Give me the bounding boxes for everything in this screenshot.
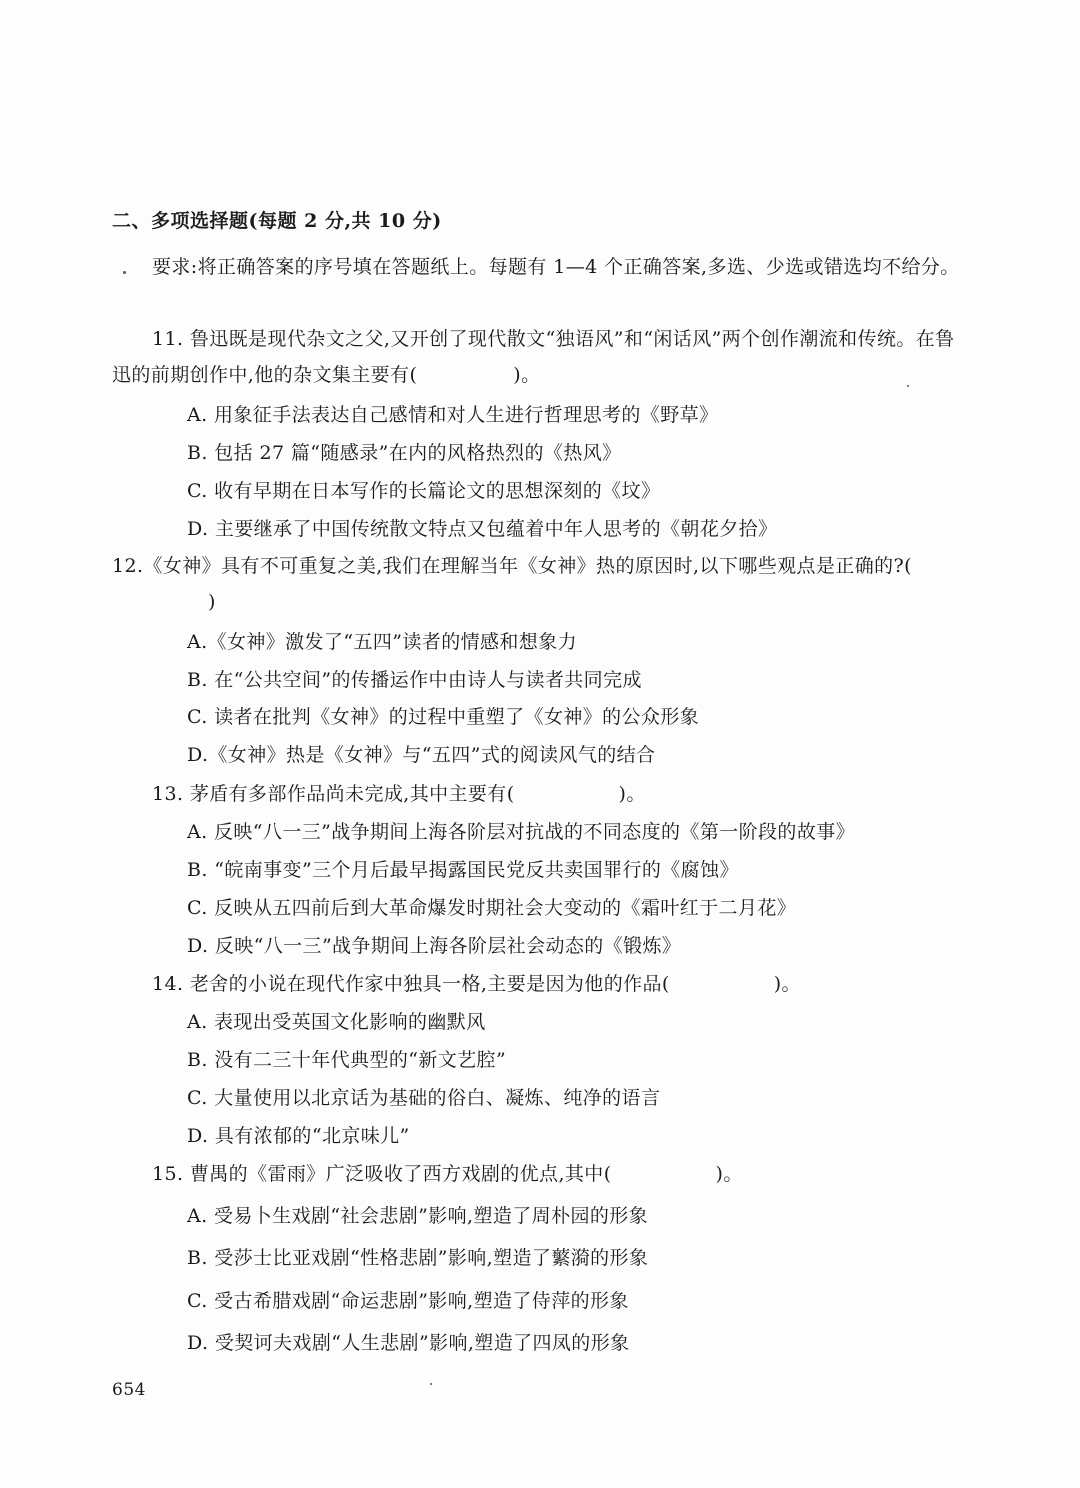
question-14-option-d: D. 具有浓郁的“北京味儿” <box>187 1125 410 1147</box>
question-15-stem <box>152 1156 962 1192</box>
question-15-option-b: B. 受莎士比亚戏剧“性格悲剧”影响,塑造了蘩漪的形象 <box>187 1247 649 1269</box>
question-13-option-b: B. “皖南事变”三个月后最早揭露国民党反共卖国罪行的《腐蚀》 <box>187 859 739 881</box>
question-15-option-a: A. 受易卜生戏剧“社会悲剧”影响,塑造了周朴园的形象 <box>187 1205 649 1227</box>
question-stem-end: )。 <box>618 783 646 805</box>
question-13-option-a: A. 反映“八一三”战争期间上海各阶层对抗战的不同态度的《第一阶段的故事》 <box>187 821 856 843</box>
requirement-text: 要求:将正确答案的序号填在答题纸上。每题有 1—4 个正确答案,多选、少选或错选均不给分。 <box>152 256 960 278</box>
question-stem-text: 13. 茅盾有多部作品尚未完成,其中主要有( <box>152 783 515 805</box>
question-11-stem <box>112 321 962 393</box>
question-14-stem <box>152 966 962 1002</box>
question-13-option-c: C. 反映从五四前后到大革命爆发时期社会大变动的《霜叶红于二月花》 <box>187 897 797 919</box>
question-stem-text: 12.《女神》具有不可重复之美,我们在理解当年《女神》热的原因时,以下哪些观点是正确的?( <box>112 555 912 577</box>
page-number: 654 <box>112 1380 146 1400</box>
question-stem-text: 14. 老舍的小说在现代作家中独具一格,主要是因为他的作品( <box>152 973 670 995</box>
question-stem-text: 11. 鲁迅既是现代杂文之父,又开创了现代散文“独语风”和“闲话风”两个创作潮流和传统。在鲁迅的前期创作中,他的杂文集主要有( <box>112 328 955 386</box>
question-stem-text: 15. 曹禺的《雷雨》广泛吸收了西方戏剧的优点,其中( <box>152 1163 612 1185</box>
question-stem-end: )。 <box>513 364 541 386</box>
question-11-option-b: B. 包括 27 篇“随感录”在内的风格热烈的《热风》 <box>187 442 622 464</box>
question-12-option-b: B. 在“公共空间”的传播运作中由诗人与读者共同完成 <box>187 669 642 691</box>
question-14-option-a: A. 表现出受英国文化影响的幽默风 <box>187 1011 486 1033</box>
question-11-option-d: D. 主要继承了中国传统散文特点又包蕴着中年人思考的《朝花夕拾》 <box>187 518 778 540</box>
question-11-option-c: C. 收有早期在日本写作的长篇论文的思想深刻的《坟》 <box>187 480 661 502</box>
section-title: 二、多项选择题(每题 2 分,共 10 分) <box>112 210 442 232</box>
question-14-option-b: B. 没有二三十年代典型的“新文艺腔” <box>187 1049 507 1071</box>
question-stem-end: )。 <box>773 973 801 995</box>
question-14-option-c: C. 大量使用以北京话为基础的俗白、凝炼、纯净的语言 <box>187 1087 661 1109</box>
question-13-option-d: D. 反映“八一三”战争期间上海各阶层社会动态的《锻炼》 <box>187 935 682 957</box>
question-11-option-a: A. 用象征手法表达自己感情和对人生进行哲理思考的《野草》 <box>187 404 719 426</box>
question-13-stem <box>152 776 962 812</box>
scan-speck <box>430 1383 432 1385</box>
question-12-option-c: C. 读者在批判《女神》的过程中重塑了《女神》的公众形象 <box>187 706 700 728</box>
question-stem-end: )。 <box>715 1163 743 1185</box>
question-12-option-d: D.《女神》热是《女神》与“五四”式的阅读风气的结合 <box>187 744 656 766</box>
question-12-stem <box>112 548 962 620</box>
question-15-option-c: C. 受古希腊戏剧“命运悲剧”影响,塑造了侍萍的形象 <box>187 1290 629 1312</box>
question-12-option-a: A.《女神》激发了“五四”读者的情感和想象力 <box>187 631 577 653</box>
question-15-option-d: D. 受契诃夫戏剧“人生悲剧”影响,塑造了四凤的形象 <box>187 1332 630 1354</box>
question-stem-end: ) <box>208 591 216 613</box>
